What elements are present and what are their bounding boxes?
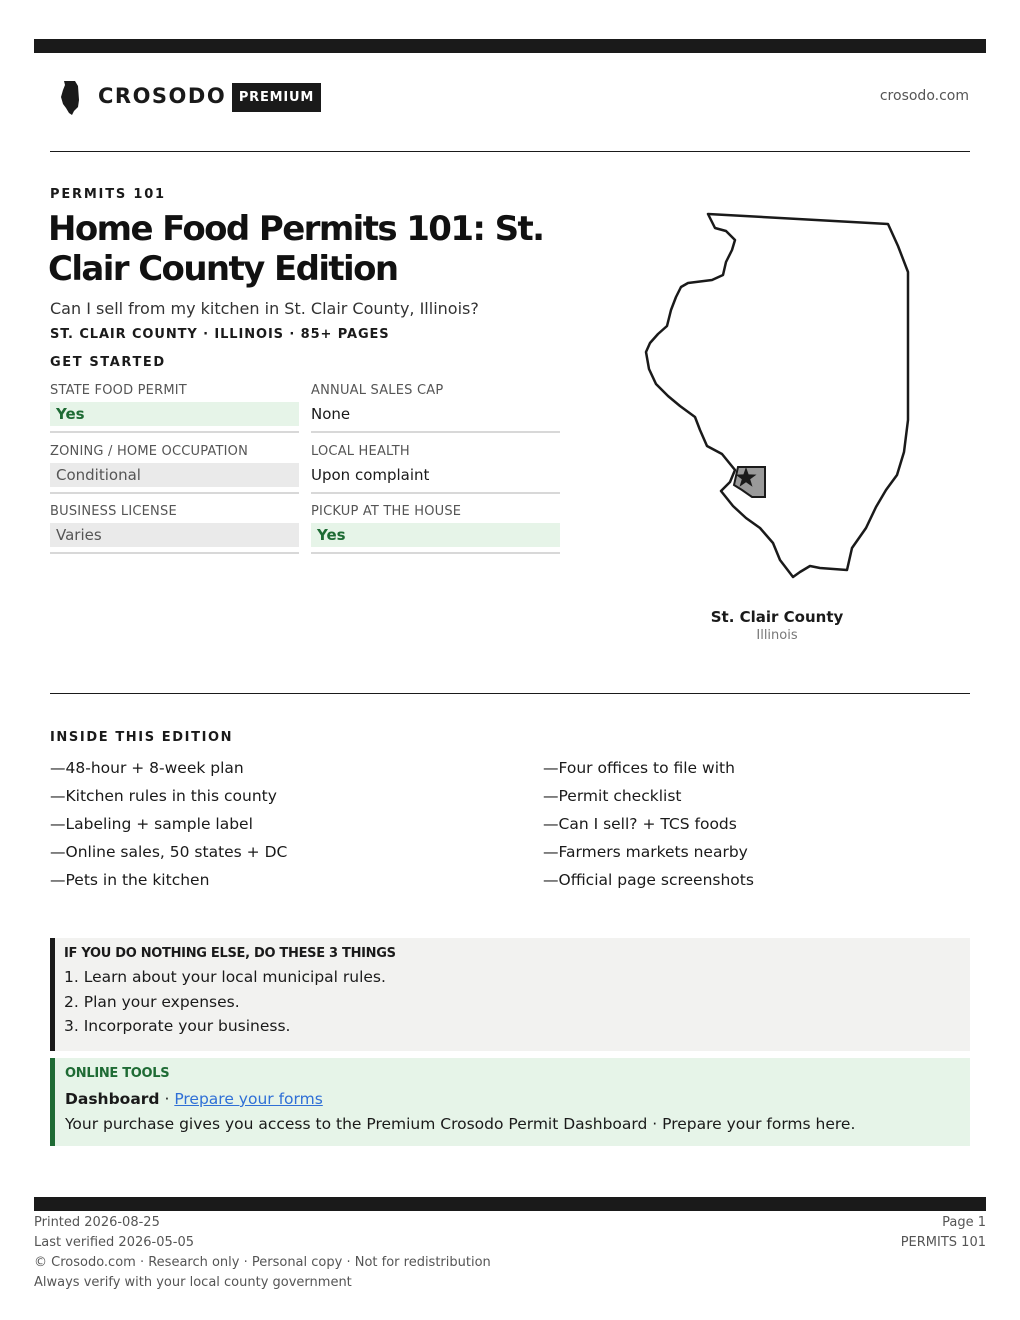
fact-label: ANNUAL SALES CAP bbox=[311, 383, 444, 398]
get-started-heading: GET STARTED bbox=[50, 355, 166, 370]
fact-business-license bbox=[50, 504, 299, 554]
toc-item: —Permit checklist bbox=[543, 787, 682, 805]
page-subtitle: Can I sell from my kitchen in St. Clair County, Illinois? bbox=[50, 299, 479, 318]
fact-label: ZONING / HOME OCCUPATION bbox=[50, 444, 249, 459]
verify-note: Always verify with your local county government bbox=[34, 1275, 352, 1290]
fact-zoning bbox=[50, 444, 299, 494]
todo-heading: IF YOU DO NOTHING ELSE, DO THESE 3 THINGS bbox=[64, 946, 396, 961]
fact-value: Varies bbox=[50, 523, 299, 547]
toc-item: —Four offices to file with bbox=[543, 759, 735, 777]
fact-label: BUSINESS LICENSE bbox=[50, 504, 177, 519]
copyright: © Crosodo.com · Research only · Personal copy · Not for redistribution bbox=[34, 1255, 491, 1270]
toc-right bbox=[543, 758, 963, 898]
page-title: Home Food Permits 101: St. Clair County Edition bbox=[48, 209, 544, 289]
section-divider bbox=[50, 693, 970, 694]
fact-annual-sales-cap bbox=[311, 383, 560, 433]
prepare-forms-link[interactable]: Prepare your forms bbox=[174, 1090, 323, 1108]
brand-name: CROSODO bbox=[98, 84, 227, 108]
tools-links-row bbox=[65, 1087, 970, 1112]
footer-right bbox=[901, 1213, 986, 1253]
site-url[interactable]: crosodo.com bbox=[879, 88, 969, 104]
link-separator: · bbox=[159, 1090, 175, 1108]
fact-label: PICKUP AT THE HOUSE bbox=[311, 504, 462, 519]
verified-date: Last verified 2026-05-05 bbox=[34, 1235, 194, 1250]
toc-item: —48-hour + 8-week plan bbox=[50, 759, 244, 777]
fact-value: None bbox=[311, 405, 351, 423]
printed-date: Printed 2026-08-25 bbox=[34, 1215, 160, 1230]
dashboard-label: Dashboard bbox=[65, 1090, 160, 1108]
illinois-logo-icon bbox=[60, 80, 82, 116]
fact-label: STATE FOOD PERMIT bbox=[50, 383, 187, 398]
fact-pickup-at-house bbox=[311, 504, 560, 554]
toc-item: —Pets in the kitchen bbox=[50, 871, 210, 889]
fact-label: LOCAL HEALTH bbox=[311, 444, 410, 459]
bottom-bar bbox=[34, 1197, 986, 1211]
top-bar bbox=[34, 39, 986, 53]
toc-item: —Online sales, 50 states + DC bbox=[50, 843, 288, 861]
map-state-name: Illinois bbox=[756, 628, 798, 643]
header bbox=[50, 78, 970, 118]
todo-item: 3. Incorporate your business. bbox=[64, 1017, 291, 1035]
illinois-map bbox=[640, 208, 920, 580]
todo-list bbox=[64, 965, 970, 1039]
tools-callout bbox=[50, 1058, 970, 1146]
fact-value: Conditional bbox=[50, 463, 299, 487]
footer-section: PERMITS 101 bbox=[900, 1235, 986, 1250]
tools-heading: ONLINE TOOLS bbox=[65, 1066, 170, 1081]
footer-left bbox=[34, 1213, 491, 1293]
edition-meta: ST. CLAIR COUNTY · ILLINOIS · 85+ PAGES bbox=[50, 327, 390, 342]
map-caption bbox=[677, 608, 877, 643]
fact-value: Upon complaint bbox=[311, 466, 430, 484]
header-divider bbox=[50, 151, 970, 152]
toc-item: —Official page screenshots bbox=[543, 871, 754, 889]
premium-badge: PREMIUM bbox=[232, 83, 321, 112]
todo-item: 1. Learn about your local municipal rules. bbox=[64, 968, 386, 986]
toc-item: —Labeling + sample label bbox=[50, 815, 253, 833]
toc-item: —Can I sell? + TCS foods bbox=[543, 815, 737, 833]
fact-state-food-permit bbox=[50, 383, 299, 433]
section-kicker: PERMITS 101 bbox=[50, 187, 166, 202]
fact-value: Yes bbox=[50, 402, 299, 426]
map-county-name: St. Clair County bbox=[710, 608, 844, 626]
toc-left bbox=[50, 758, 470, 898]
todo-item: 2. Plan your expenses. bbox=[64, 992, 240, 1011]
todo-callout bbox=[50, 938, 970, 1051]
illinois-outline bbox=[646, 214, 908, 577]
inside-heading: INSIDE THIS EDITION bbox=[50, 730, 234, 745]
toc-item: —Farmers markets nearby bbox=[543, 843, 748, 861]
fact-value: Yes bbox=[311, 523, 560, 547]
tools-description: Your purchase gives you access to the Premium Crosodo Permit Dashboard · Prepare your forms here. bbox=[65, 1115, 856, 1133]
page-number: Page 1 bbox=[942, 1215, 986, 1230]
toc-item: —Kitchen rules in this county bbox=[50, 787, 277, 805]
fact-local-health bbox=[311, 444, 560, 494]
